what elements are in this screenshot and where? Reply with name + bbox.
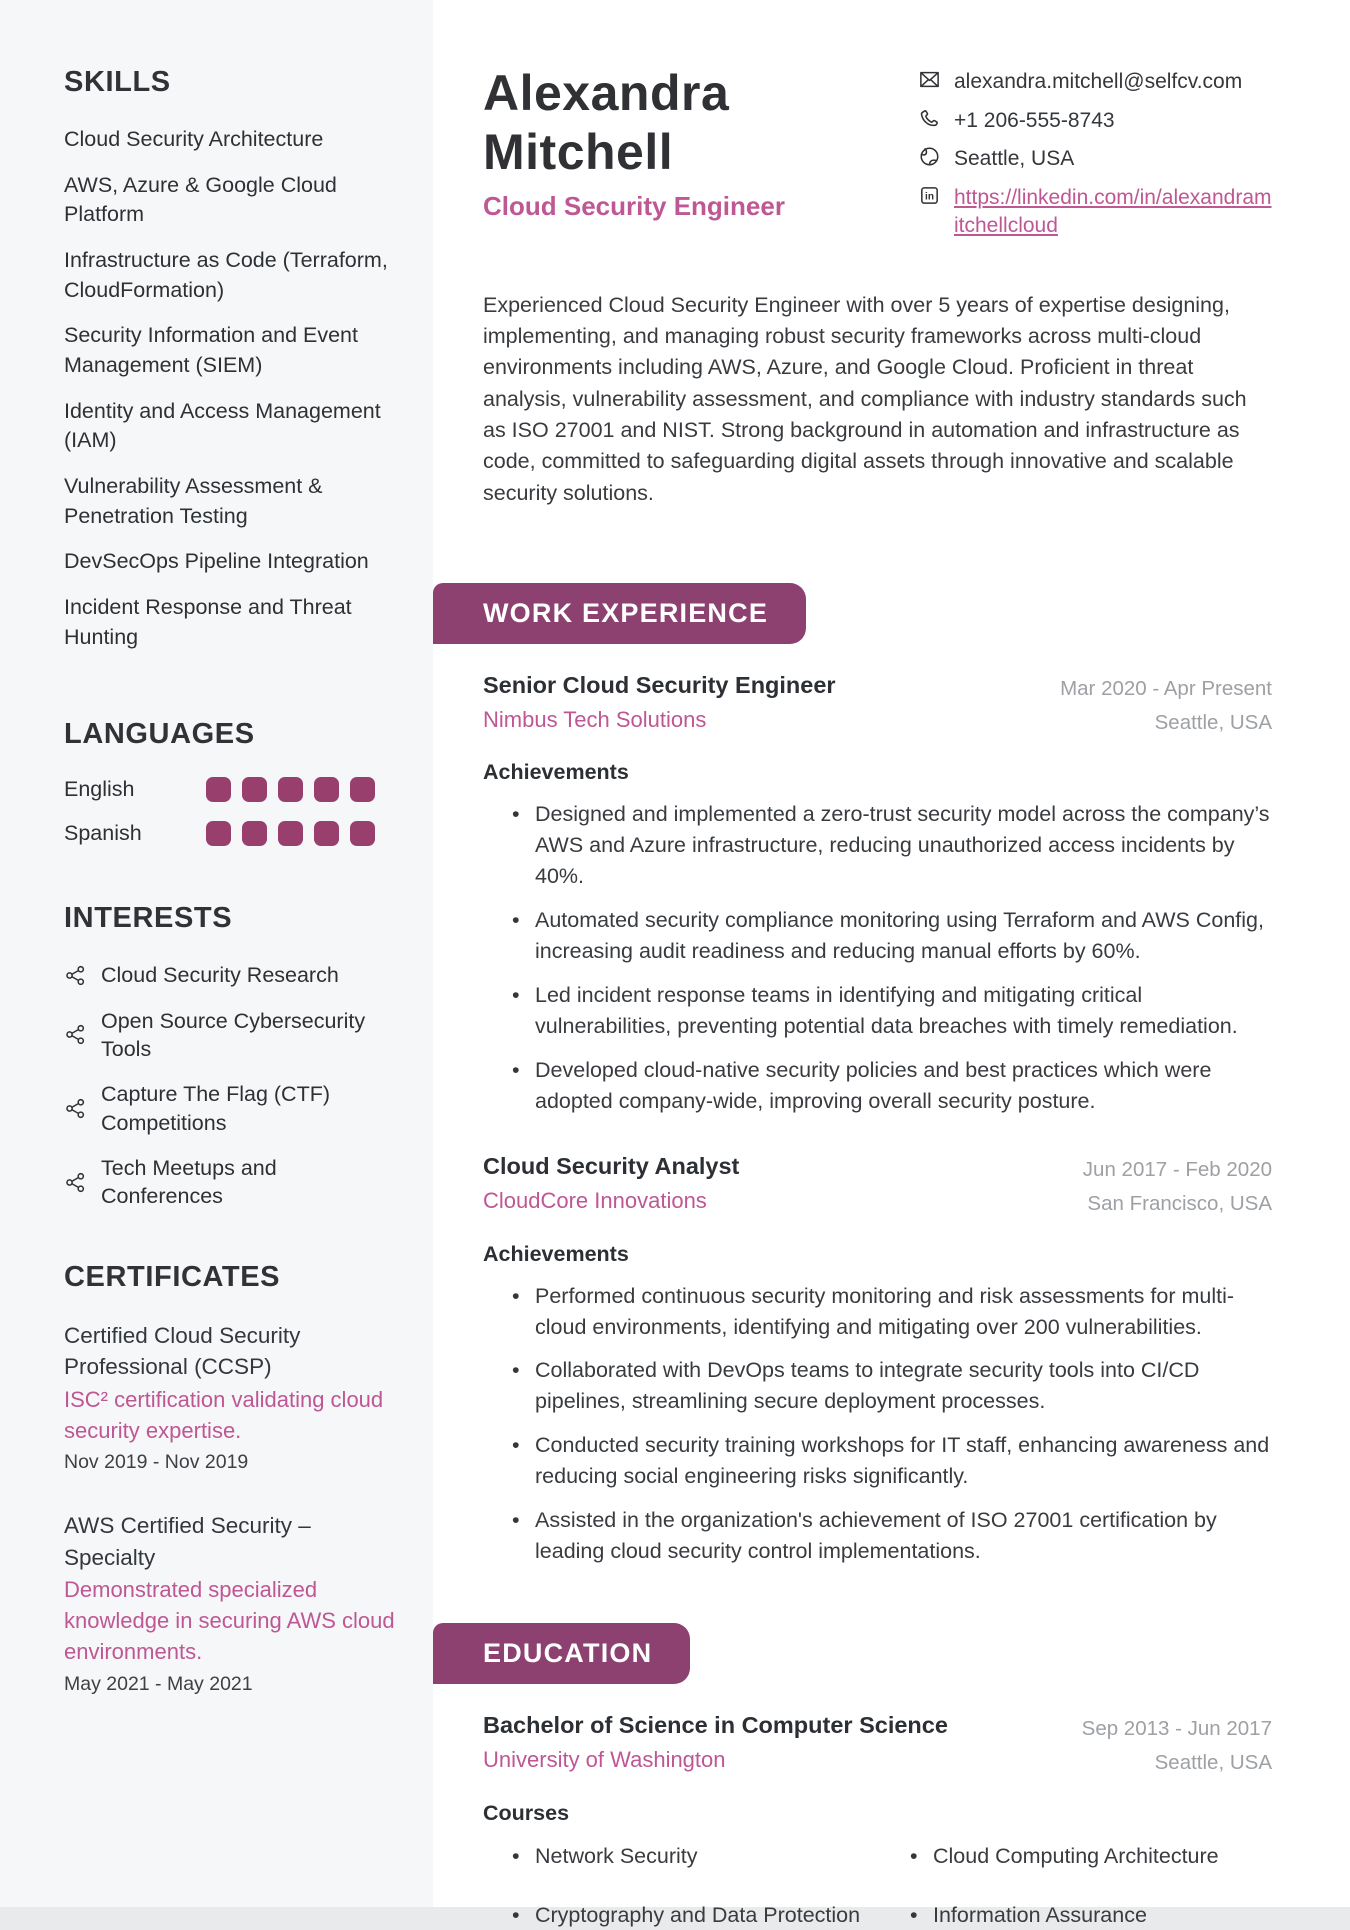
contact-email-row [918, 68, 1272, 96]
person-name [483, 64, 785, 181]
job-title-block [483, 672, 836, 733]
language-level-square [314, 821, 339, 846]
certificate-description: ISC² certification validating cloud security expertise. [64, 1386, 384, 1443]
certificates-section [64, 1261, 399, 1696]
certificate-name: Certified Cloud Security Professional (CCSP) [64, 1322, 301, 1380]
language-level-indicator [206, 777, 375, 802]
contact-location-row [918, 145, 1272, 173]
certificates-heading: CERTIFICATES [64, 1260, 281, 1293]
skill-item: Cloud Security Architecture [64, 127, 324, 151]
certificate-item [64, 1320, 399, 1475]
interest-label: Open Source Cybersecurity Tools [101, 1008, 366, 1061]
achievements-list [483, 1281, 1272, 1568]
job-dates: Jun 2017 - Feb 2020 [1082, 1157, 1272, 1181]
skill-item: DevSecOps Pipeline Integration [64, 549, 369, 574]
resume-header [483, 64, 1272, 240]
interest-item [64, 1080, 399, 1137]
school-name: University of Washington [483, 1747, 726, 1773]
language-row [64, 821, 399, 846]
share-nodes-icon [64, 1097, 87, 1120]
language-level-square [314, 777, 339, 802]
job-title: Senior Cloud Security Engineer [483, 671, 836, 698]
languages-section [64, 718, 399, 846]
language-level-square [206, 777, 231, 802]
interest-item [64, 961, 399, 989]
last-name: Mitchell [483, 123, 674, 180]
skill-item: Vulnerability Assessment & Penetration Testing [64, 473, 323, 528]
share-nodes-icon [64, 1171, 87, 1194]
certificate-name: AWS Certified Security – Specialty [64, 1513, 311, 1570]
interest-label: Capture The Flag (CTF) Competitions [101, 1082, 331, 1135]
certificate-item [64, 1510, 399, 1695]
achievement-item: • Conducted security training workshops for IT staff, enhancing awareness and reducing social engineering risks significantly. [535, 1430, 1272, 1492]
first-name: Alexandra [483, 65, 730, 121]
language-level-square [242, 777, 267, 802]
email-value: alexandra.mitchell@selfcv.com [954, 70, 1243, 93]
work-experience-section-header: WORK EXPERIENCE [433, 583, 806, 644]
language-level-square [242, 821, 267, 846]
linkedin-icon [918, 184, 941, 207]
achievements-label: Achievements [483, 1241, 629, 1266]
contact-phone-row [918, 107, 1272, 135]
achievement-item: • Designed and implemented a zero-trust security model across the company’s AWS and Azure infrastructure, reducing unauthorized access incidents by 40%. [535, 799, 1272, 892]
job-header [483, 1153, 1272, 1221]
job-entry [483, 1153, 1272, 1567]
skill-item: AWS, Azure & Google Cloud Platform [64, 172, 337, 227]
company-name: Nimbus Tech Solutions [483, 706, 707, 732]
education-location: Seattle, USA [1154, 1750, 1272, 1774]
education-dates-location [1082, 1712, 1272, 1780]
language-level-square [206, 821, 231, 846]
achievements-list [483, 799, 1272, 1117]
skill-item: Identity and Access Management (IAM) [64, 398, 381, 453]
education-dates: Sep 2013 - Jun 2017 [1081, 1717, 1272, 1741]
course-item: • Network Security [535, 1842, 933, 1871]
language-name: Spanish [64, 821, 142, 846]
interests-list [64, 961, 399, 1211]
language-level-square [278, 777, 303, 802]
interests-section [64, 902, 399, 1211]
skills-list [64, 125, 399, 652]
job-dates-location [1083, 1153, 1272, 1221]
main-column [433, 0, 1350, 1927]
achievement-item: • Performed continuous security monitoring and risk assessments for multi-cloud environments, identifying and mitigating over 200 vulnerabilities. [535, 1281, 1272, 1343]
job-title: Cloud Security Analyst [483, 1152, 740, 1179]
degree-title: Bachelor of Science in Computer Science [483, 1712, 948, 1739]
courses-list [483, 1842, 1272, 1930]
achievement-item: • Led incident response teams in identifying and mitigating critical vulnerabilities, preventing potential data breaches with timely remediation. [535, 980, 1272, 1042]
course-item: • Information Assurance [933, 1901, 1272, 1930]
interest-item [64, 1154, 399, 1211]
contact-block [918, 64, 1272, 240]
languages-heading: LANGUAGES [64, 718, 255, 751]
skill-item: Incident Response and Threat Hunting [64, 594, 352, 649]
education-entry [483, 1712, 1272, 1930]
language-level-square [350, 777, 375, 802]
professional-summary: Experienced Cloud Security Engineer with over 5 years of expertise designing, implementing, and managing robust security frameworks across multi-cloud environments including AWS, Azure, and Google Cloud. Proficient in threat analysis, vulnerability assessment, and compliance with industry standards such as ISO 27001 and NIST. Strong background in automation and infrastructure as code, committed to safeguarding digital assets through innovative and scalable security solutions. [483, 292, 1247, 505]
language-name: English [64, 777, 135, 802]
share-nodes-icon [64, 964, 87, 987]
svg-text:in: in [925, 191, 934, 203]
interest-label: Tech Meetups and Conferences [101, 1156, 277, 1209]
job-title-block [483, 1153, 739, 1214]
education-header [483, 1712, 1272, 1780]
courses-label: Courses [483, 1800, 570, 1825]
job-location: Seattle, USA [1154, 710, 1272, 734]
course-item: • Cryptography and Data Protection [535, 1901, 933, 1930]
company-name: CloudCore Innovations [483, 1187, 707, 1213]
achievement-item: • Collaborated with DevOps teams to integrate security tools into CI/CD pipelines, streamlining secure deployment processes. [535, 1355, 1272, 1417]
name-block [483, 64, 785, 240]
phone-icon [918, 107, 941, 130]
certificate-dates: Nov 2019 - Nov 2019 [64, 1451, 249, 1474]
skills-heading: SKILLS [64, 66, 171, 98]
job-location: San Francisco, USA [1087, 1191, 1272, 1215]
job-entry [483, 672, 1272, 1117]
interests-heading: INTERESTS [64, 902, 233, 935]
achievement-item: • Assisted in the organization's achievement of ISO 27001 certification by leading cloud security control implementations. [535, 1505, 1272, 1567]
interest-item [64, 1007, 399, 1064]
location-value: Seattle, USA [954, 147, 1075, 171]
course-item: • Cloud Computing Architecture [933, 1842, 1272, 1871]
achievement-item: • Automated security compliance monitoring using Terraform and AWS Config, increasing audit readiness and reducing manual efforts by 60%. [535, 905, 1272, 967]
language-level-indicator [206, 821, 375, 846]
envelope-icon [918, 68, 941, 91]
certificate-description: Demonstrated specialized knowledge in securing AWS cloud environments. [64, 1577, 395, 1664]
share-nodes-icon [64, 1023, 87, 1046]
achievement-item: • Developed cloud-native security policies and best practices which were adopted company-wide, improving overall security posture. [535, 1055, 1272, 1117]
language-level-square [278, 821, 303, 846]
job-header [483, 672, 1272, 740]
degree-block [483, 1712, 948, 1773]
skill-item: Security Information and Event Management (SIEM) [64, 323, 358, 377]
certificate-dates: May 2021 - May 2021 [64, 1672, 253, 1695]
education-section-header: EDUCATION [433, 1623, 690, 1684]
globe-icon [918, 145, 941, 168]
skills-section [64, 66, 399, 652]
interest-label: Cloud Security Research [101, 963, 339, 988]
sidebar [0, 0, 433, 1907]
language-level-square [350, 821, 375, 846]
linkedin-link[interactable]: https://linkedin.com/in/alexandramitchellcloud [954, 186, 1272, 237]
skill-item: Infrastructure as Code (Terraform, CloudFormation) [64, 247, 388, 302]
contact-linkedin-row [918, 184, 1272, 239]
job-dates-location [1060, 672, 1272, 740]
job-dates: Mar 2020 - Apr Present [1060, 676, 1272, 700]
person-job-title: Cloud Security Engineer [483, 191, 785, 221]
language-row [64, 777, 399, 802]
achievements-label: Achievements [483, 760, 629, 785]
phone-value: +1 206-555-8743 [954, 108, 1115, 132]
